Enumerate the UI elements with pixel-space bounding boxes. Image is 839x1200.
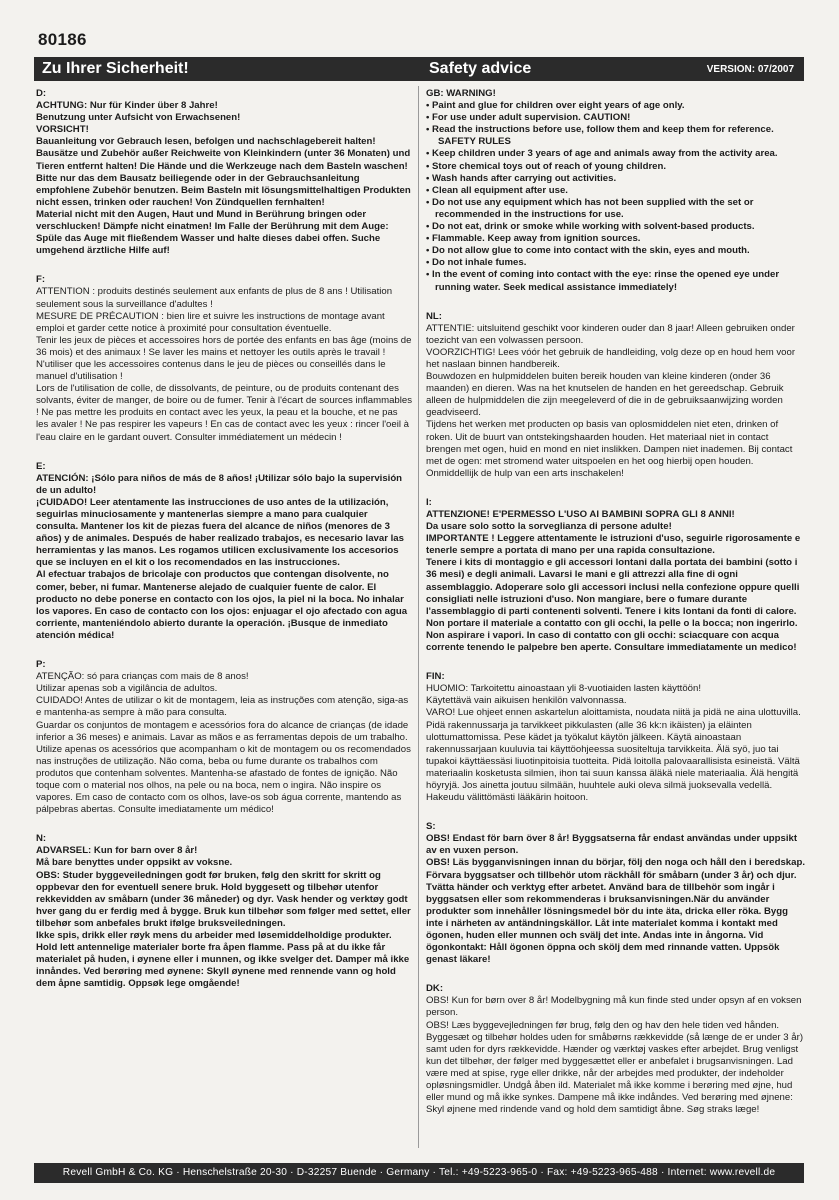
paragraph: ATTENTIE: uitsluitend geschikt voor kinderen ouder dan 8 jaar! Alleen gebruiken onder toezicht van een volwassen persoon.	[426, 322, 795, 346]
paragraph: VORSICHT!	[36, 124, 89, 136]
paragraph: ATENCIÓN: ¡Sólo para niños de más de 8 años! ¡Utilizar sólo bajo la supervisión de un adulto!	[36, 472, 403, 496]
safety-item: • Read the instructions before use, follow them and keep them for reference.	[426, 124, 774, 136]
footer-address: Revell GmbH & Co. KG · Henschelstraße 20-30 · D-32257 Buende · Germany · Tel.: +49-5223-965-0 · Fax: +49-5223-965-488 · Internet: www.revell.de	[34, 1163, 804, 1183]
section-d	[36, 88, 412, 257]
paragraph: Bitte nur das dem Bausatz beiliegende oder in der Gebrauchsanleitung empfohlene Zubehör benutzen. Beim Basteln mit lösungsmittelhaltigen Produkten nicht essen, trinken oder rauchen! Von Zündquellen fernhalten!	[36, 172, 411, 208]
paragraph: ATENÇÃO: só para crianças com mais de 8 anos!	[36, 671, 249, 683]
safety-item: • Keep children under 3 years of age and animals away from the activity area.	[426, 148, 778, 160]
paragraph: Bauanleitung vor Gebrauch lesen, befolgen und nachschlagebereit halten!	[36, 136, 376, 148]
paragraph: Al efectuar trabajos de bricolaje con productos que contengan disolvente, no comer, beber, ni fumar. Mantenerse alejado de cualquier fuente de calor. El producto no debe ponerse en contacto con los ojos, la piel ni la boca. No inhalar los vapores. En caso de contacto con los ojos: enjuagar el ojo afectado con agua corriente, manteniéndolo abierto durante la operación. ¡Busque de inmediato atención médica!	[36, 569, 408, 641]
section-code: NL:	[426, 310, 442, 322]
safety-item: • Wash hands after carrying out activities.	[426, 172, 617, 184]
section-nl	[426, 311, 806, 480]
paragraph: OBS! Læs byggevejledningen før brug, følg den og hav den hele tiden ved hånden. Byggesæt og tilbehør holdes uden for småbørns rækkevidde (så længe de er under 3 år) samt uden for dyrs rækkevidde. Hænder og værktøj vaskes efter arbejdet. Brug venligst kun det tilbehør, der følger med byggesættet eller er anbefalet i brugsanvisningen. Lad være med at spise, ryge eller drikke, når der arbejdes med produkter, der indeholder opløsningsmidler. Undgå åben ild. Materialet må ikke komme i berøring med øjne, hud eller mund og må ikke synkes. Dampene må ikke indåndes. Ved berøring med øjnene: Skyl øjnene med rindende vand og hold dem samtidigt åbne. Søg straks læge!	[426, 1019, 804, 1116]
product-number: 80186	[38, 30, 87, 49]
section-code: FIN:	[426, 671, 445, 683]
paragraph: VOORZICHTIG! Lees vóór het gebruik de handleiding, volg deze op en houd hem voor het naslaan binnen handbereik.	[426, 346, 796, 370]
section-code: P:	[36, 659, 46, 671]
left-column	[36, 88, 412, 1007]
column-divider	[418, 86, 419, 1148]
paragraph: Lors de l'utilisation de colle, de dissolvants, de peinture, ou de produits contenant des solvants, éviter de manger, de boire ou de fumer. Tenir à l'écart de sources inflammables ! Ne pas mettre les produits en contact avec les yeux, la peau et la bouche, et ne pas les avaler ! Ne pas respirer les vapeurs ! En cas de contact avec les yeux : rincer l'oeil à l'eau claire en le gardant ouvert. Consulter immédiatement un médecin !	[36, 383, 413, 443]
paragraph: Må bare benyttes under oppsikt av voksne.	[36, 857, 233, 869]
right-sections	[426, 311, 806, 1117]
paragraph: Käytettävä vain aikuisen henkilön valvonnassa.	[426, 695, 627, 707]
paragraph: Bouwdozen en hulpmiddelen buiten bereik houden van kleine kinderen (onder 36 maanden) en dieren. Was na het knutselen de handen en het gereedschap. Gebruik alleen de hulpmiddelen die zijn meegeleverd of die in de gebruiksaanwijzing worden geadviseerd.	[426, 371, 784, 419]
paragraph: HUOMIO: Tarkoitettu ainoastaan yli 8-vuotiaiden lasten käyttöön!	[426, 683, 701, 695]
section-code: DK:	[426, 983, 444, 995]
version-label: VERSION: 07/2007	[706, 64, 794, 75]
safety-item: • Flammable. Keep away from ignition sources.	[426, 233, 641, 245]
section-i	[426, 497, 806, 654]
paragraph: OBS! Endast för barn över 8 år! Byggsatserna får endast användas under uppsikt av en vuxen person.	[426, 833, 798, 857]
safety-item: • Do not use any equipment which has not been supplied with the set or recommended in the instructions for use.	[426, 196, 754, 220]
section-code: N:	[36, 833, 47, 845]
safety-item: • Do not inhale fumes.	[426, 257, 527, 269]
paragraph: Da usare solo sotto la sorveglianza di persone adulte!	[426, 521, 672, 533]
paragraph: MESURE DE PRÉCAUTION : bien lire et suivre les instructions de montage avant emploi et garder cette notice à proximité pour consultation éventuelle.	[36, 310, 385, 334]
section-code: S:	[426, 821, 436, 833]
paragraph: Utilizar apenas sob a vigilância de adultos.	[36, 683, 218, 695]
paragraph: ATTENTION : produits destinés seulement aux enfants de plus de 8 ans ! Utilisation seulement sous la surveillance d'adultes !	[36, 286, 393, 310]
safety-item: • In the event of coming into contact with the eye: rinse the opened eye under running water. Seek medical assistance immediately!	[426, 269, 780, 293]
section-dk	[426, 983, 806, 1116]
section-code: GB: WARNING!	[426, 88, 496, 99]
paragraph: OBS: Studer byggeveiledningen godt før bruken, følg den skritt for skritt og oppbevar den for eventuell senere bruk. Hold byggesett og tilbehør utenfor rekkevidden av småbarn (under 36 måneder) og dyr. Vask hender og verktøy godt hver gang du er ferdig med å bygge. Bruk kun tilbehør som følger med settet, eller tilbehør som anbefales brukt ifølge bruksveiledningen.	[36, 869, 411, 929]
paragraph: ADVARSEL: Kun for barn over 8 år!	[36, 845, 198, 857]
paragraph: VARO! Lue ohjeet ennen askartelun aloittamista, noudata niitä ja pidä ne aina ulottuvilla. Pidä rakennussarja ja tarvikkeet pikkulasten (alle 36 kk:n ikäisten) ja eläinten ulottumattomissa. Pese kädet ja työkalut käytön jälkeen. Käytä ainoastaan rakennussarjaan kuuluvia tai käyttöohjeessa suositeltuja tarvikkeita. Älä syö, juo tai tupakoi käyttäessäsi liuotinpitoisia tuotteita. Pidä loitolla palovaarallisista esineistä. Vältä materiaalin kosketusta silmien, ihon tai suun kanssa äläkä niele materiaalia. Älä hengitä höyryjä. Jos ainetta joutuu silmään, huuhtele auki oleva silmä juoksevalla vedellä. Hakeudu välittömästi lääkärin hoitoon.	[426, 707, 801, 804]
paragraph: Tijdens het werken met producten op basis van oplosmiddelen niet eten, drinken of roken. Uit de buurt van ontstekingshaarden houden. Het materiaal niet in contact brengen met ogen, huid en mond en niet inslikken. Dampen niet inademen. Bij contact met de ogen: met stromend water uitspoelen en het oog hierbij open houden. Onmiddellijk de hulp van een arts inschakelen!	[426, 419, 793, 479]
paragraph: Ikke spis, drikk eller røyk mens du arbeider med løsemiddelholdige produkter. Hold lett antennelige materialer borte fra åpen flamme. Pass på at du ikke får materialet på huden, i øynene eller i munnen, og ikke svelger det. Damper må ikke innåndes. Ved berøring med øynene: Skyll øynene med rennende vann og hold dem åpne samtidig. Oppsøk lege omgående!	[36, 930, 410, 990]
paragraph: ATTENZIONE! E'PERMESSO L'USO AI BAMBINI SOPRA GLI 8 ANNI!	[426, 509, 735, 520]
paragraph: CUIDADO! Antes de utilizar o kit de montagem, leia as instruções com atenção, siga-as e mantenha-as sempre à mão para consulta.	[36, 695, 409, 719]
title-banner	[34, 57, 804, 81]
safety-item: • Paint and glue for children over eight years of age only.	[426, 100, 685, 112]
safety-item: SAFETY RULES	[438, 136, 511, 148]
title-german: Zu Ihrer Sicherheit!	[42, 60, 189, 77]
section-n	[36, 833, 412, 990]
paragraph: Material nicht mit den Augen, Haut und Mund in Berührung bringen oder verschlucken! Dämpfe nicht einatmen! Im Falle der Berührung mit dem Auge: Spüle das Auge mit fließendem Wasser und halte dieses dabei offen. Suche umgehend ärztliche Hilfe auf!	[36, 208, 389, 257]
section-p	[36, 659, 412, 816]
section-fin	[426, 671, 806, 804]
title-english: Safety advice	[429, 60, 532, 77]
safety-item: • Store chemical toys out of reach of young children.	[426, 160, 667, 172]
paragraph: Benutzung unter Aufsicht von Erwachsenen!	[36, 112, 241, 124]
safety-item: • For use under adult supervision. CAUTION!	[426, 112, 631, 124]
paragraph: Bausätze und Zubehör außer Reichweite von Kleinkindern (unter 36 Monaten) und Tieren entfernt halten! Die Hände und die Werkzeuge nach dem Basteln waschen!	[36, 148, 411, 172]
paragraph: Tenir les jeux de pièces et accessoires hors de portée des enfants en bas âge (moins de 36 mois) et des animaux ! Se laver les mains et nettoyer les outils après le travail ! N'utiliser que les accessoires contenus dans le jeu de pièces ou conseillés dans le manuel d'utilisation !	[36, 334, 412, 383]
section-gb	[426, 88, 806, 294]
safety-item: • Clean all equipment after use.	[426, 184, 568, 196]
section-f	[36, 274, 412, 443]
safety-item: • Do not allow glue to come into contact with the skin, eyes and mouth.	[426, 245, 750, 257]
paragraph: OBS! Kun for børn over 8 år! Modelbygning må kun finde sted under opsyn af en voksen person.	[426, 995, 802, 1019]
paragraph: IMPORTANTE ! Leggere attentamente le istruzioni d'uso, seguirle rigorosamente e tenerle sempre a portata di mano per una rapida consultazione.	[426, 533, 801, 557]
section-code: I:	[426, 496, 432, 508]
paragraph: OBS! Läs bygganvisningen innan du börjar, följ den noga och håll den i beredskap. Förvara byggsatser och tillbehör utom räckhåll för småbarn (under 3 år) och djur. Tvätta händer och verktyg efter arbetet. Använd bara de tillbehör som ingår i byggsatsen eller som rekommenderas i bruksanvisningen.När du använder produkter som innehåller lösningsmedel bör du inte äta, dricka eller röka. Bygg inte i närheten av antändningskällor. Låt inte materialet komma i kontakt med ögonen, huden eller munnen och svälj det inte. Andas inte in ångorna. Vid ögonkontakt: Håll ögonen öppna och skölj dem med rinnande vatten. Uppsök genast läkare!	[426, 857, 806, 966]
section-s	[426, 821, 806, 966]
section-code: F:	[36, 274, 46, 286]
paragraph: Tenere i kits di montaggio e gli accessori lontani dalla portata dei bambini (sotto i 36 mesi) e degli animali. Lavarsi le mani e gli attrezzi alla fine di ogni assemblaggio. Adoperare solo gli accessori inclusi nella confezione oppure quelli consigliati nelle istruzioni d'uso. Non mangiare, bere o fumare durante l'assemblaggio di parti contenenti solventi. Tenere i kits lontani da fonti di calore. Non portare il materiale a contatto con gli occhi, la pelle o la bocca; non ingerirlo. Non aspirare i vapori. In caso di contatto con gli occhi: sciacquare con acqua corrente tenendo le palpebre ben aperte. Consultare immediatamente un medico!	[426, 557, 800, 654]
paragraph: Guardar os conjuntos de montagem e acessórios fora do alcance de crianças (de idade inferior a 36 meses) e animais. Lavar as mãos e as ferramentas depois de um trabalho. Utilize apenas os acessórios que acompanham o kit de montagem ou os recomendados nas instruções de utilização. Não coma, beba ou fume durante os trabalhos com produtos que contenham solventes. Mantenha-se afastado de fontes de ignição. Não toque com o material nos olhos, na pele ou na boca, nem o ingira. Não inspire os vapores. Em caso de contacto com os olhos, lave-os sob água corrente, mantendo as pálpebras abertas. Consulte imediatamente um médico!	[36, 719, 411, 816]
paragraph: ACHTUNG: Nur für Kinder über 8 Jahre!	[36, 100, 218, 112]
section-code: E:	[36, 460, 46, 472]
paragraph: ¡CUIDADO! Leer atentamente las instrucciones de uso antes de la utilización, seguirlas minuciosamente y mantenerlas siempre a mano para cualquier consulta. Mantener los kit de piezas fuera del alcance de niños (menores de 3 años) y de animales. Después de haber realizado trabajos, es necesario lavar las herramientas y las manos. Les rogamos utilicen exclusivamente los accesorios que se incluyen en el kit o los recomendados en las instrucciones.	[36, 496, 404, 569]
safety-item: • Do not eat, drink or smoke while working with solvent-based products.	[426, 221, 755, 233]
right-column	[426, 88, 806, 1133]
section-code: D:	[36, 88, 47, 99]
section-e	[36, 461, 412, 642]
